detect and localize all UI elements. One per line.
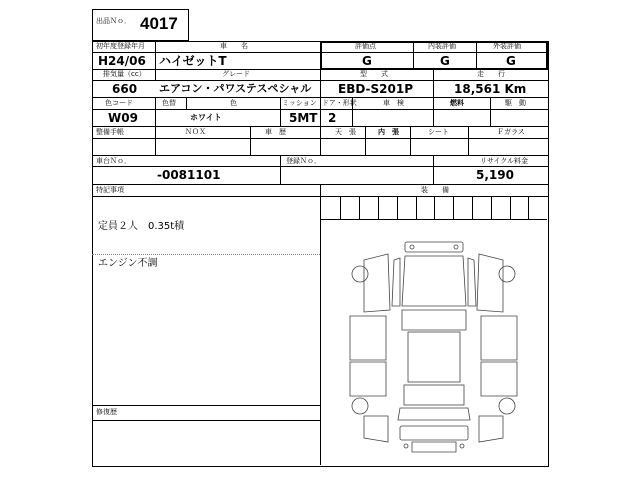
mileage-value: 18,561 Km [454, 82, 527, 96]
recycle-value: 5,190 [476, 168, 514, 182]
color-header: 色 [230, 99, 237, 107]
mileage-header: 走 行 [477, 70, 505, 78]
inspection-header: 車 検 [383, 99, 404, 107]
transmission-value: 5MT [289, 111, 318, 125]
fuel-header: 燃料 [450, 99, 464, 107]
chassis-header: 車台Ｎｏ． [96, 157, 131, 165]
nox-header: ＮＯＸ [185, 128, 206, 136]
interior-trim-header: 内 張 [378, 128, 399, 136]
lot-number-value: 4017 [140, 14, 178, 33]
interior-header: 内装評価 [428, 42, 456, 50]
car-name-header: 車 名 [220, 42, 248, 50]
recycle-header: リサイクル料金 [480, 157, 529, 165]
registration-header: 登録Ｎｏ． [286, 157, 321, 165]
score-value: G [362, 54, 372, 68]
color-code-value: W09 [108, 111, 138, 125]
displacement-header: 排気量（cc） [103, 70, 146, 78]
history-header: 車 歴 [265, 128, 286, 136]
maintenance-header: 整備手帳 [96, 128, 124, 136]
drive-header: 駆 動 [505, 99, 526, 107]
score-header: 評価点 [355, 42, 376, 50]
note-line-1: 定員２人 0.35t積 [98, 221, 185, 232]
color-value: ホワイト [190, 113, 222, 122]
grade-header: グレード [222, 70, 250, 78]
seat-header: シート [428, 128, 449, 136]
color-code-header: 色コード [105, 99, 133, 107]
doors-value: 2 [328, 111, 337, 125]
car-body-diagram [320, 220, 547, 465]
chassis-value: -0081101 [157, 168, 221, 182]
grade-value: エアコン・パワステスペシャル [159, 82, 312, 95]
glass-header: Ｆガラス [497, 128, 525, 136]
car-name-value: ハイゼットT [159, 54, 227, 68]
doors-header: ドア・形状 [322, 99, 357, 107]
first-reg-header: 初年度登録年月 [96, 42, 145, 50]
notes-header: 特記事項 [96, 186, 124, 194]
model-header: 型 式 [360, 70, 388, 78]
first-reg-value: H24/06 [98, 54, 146, 68]
note-line-2: エンジン不調 [98, 258, 158, 269]
interior-value: G [440, 54, 450, 68]
equipment-header: 装 備 [421, 186, 449, 194]
repair-header: 修復歴 [96, 408, 117, 416]
color-family-header: 色替 [162, 99, 176, 107]
exterior-header: 外装評価 [493, 42, 521, 50]
transmission-header: ミッション [282, 99, 317, 107]
exterior-value: G [506, 54, 516, 68]
model-value: EBD-S201P [338, 82, 413, 96]
sunroof-header: 天 張 [335, 128, 356, 136]
lot-number-label: 出品Ｎｏ． [96, 17, 131, 25]
displacement-value: 660 [112, 82, 138, 96]
